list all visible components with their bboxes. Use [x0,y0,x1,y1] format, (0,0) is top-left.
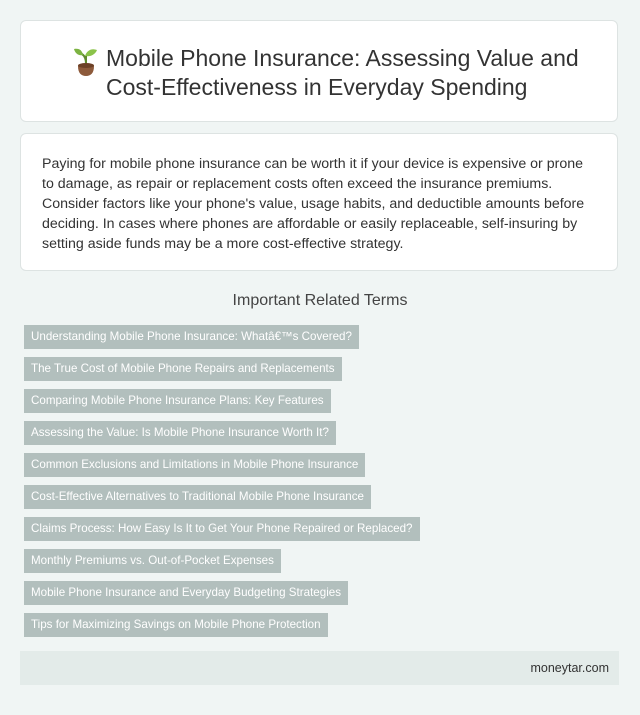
related-term-tag[interactable]: Claims Process: How Easy Is It to Get Your Phone Repaired or Replaced? [24,517,420,541]
related-term-tag[interactable]: The True Cost of Mobile Phone Repairs and Replacements [24,357,342,381]
related-term-tag[interactable]: Mobile Phone Insurance and Everyday Budgeting Strategies [24,581,348,605]
related-term-tag[interactable]: Assessing the Value: Is Mobile Phone Insurance Worth It? [24,421,336,445]
related-term-tag[interactable]: Understanding Mobile Phone Insurance: Whatâ€™s Covered? [24,325,359,349]
related-term-tag[interactable]: Common Exclusions and Limitations in Mobile Phone Insurance [24,453,365,477]
related-term-tag[interactable]: Monthly Premiums vs. Out-of-Pocket Expenses [24,549,281,573]
related-term-tag[interactable]: Cost-Effective Alternatives to Traditional Mobile Phone Insurance [24,485,371,509]
page-title: Mobile Phone Insurance: Assessing Value and Cost-Effectiveness in Everyday Spending [106,45,579,100]
related-term-tag[interactable]: Tips for Maximizing Savings on Mobile Phone Protection [24,613,328,637]
related-terms-list [24,325,420,645]
related-terms-heading: Important Related Terms [232,292,408,309]
title-card [20,20,618,122]
related-term-tag[interactable]: Comparing Mobile Phone Insurance Plans: Key Features [24,389,331,413]
footer-brand-link[interactable]: moneytar.com [530,661,609,675]
seedling-icon [73,47,99,77]
footer [20,651,619,685]
intro-paragraph: Paying for mobile phone insurance can be worth it if your device is expensive or prone to damage, as repair or replacement costs often exceed the insurance premiums. Consider factors like your phone's value, usage habits, and deductible amounts before deciding. In cases where phones are affordable or easily replaceable, self-insuring by setting aside funds may be a more cost-effective strategy. [42,156,585,252]
intro-card [20,133,618,271]
